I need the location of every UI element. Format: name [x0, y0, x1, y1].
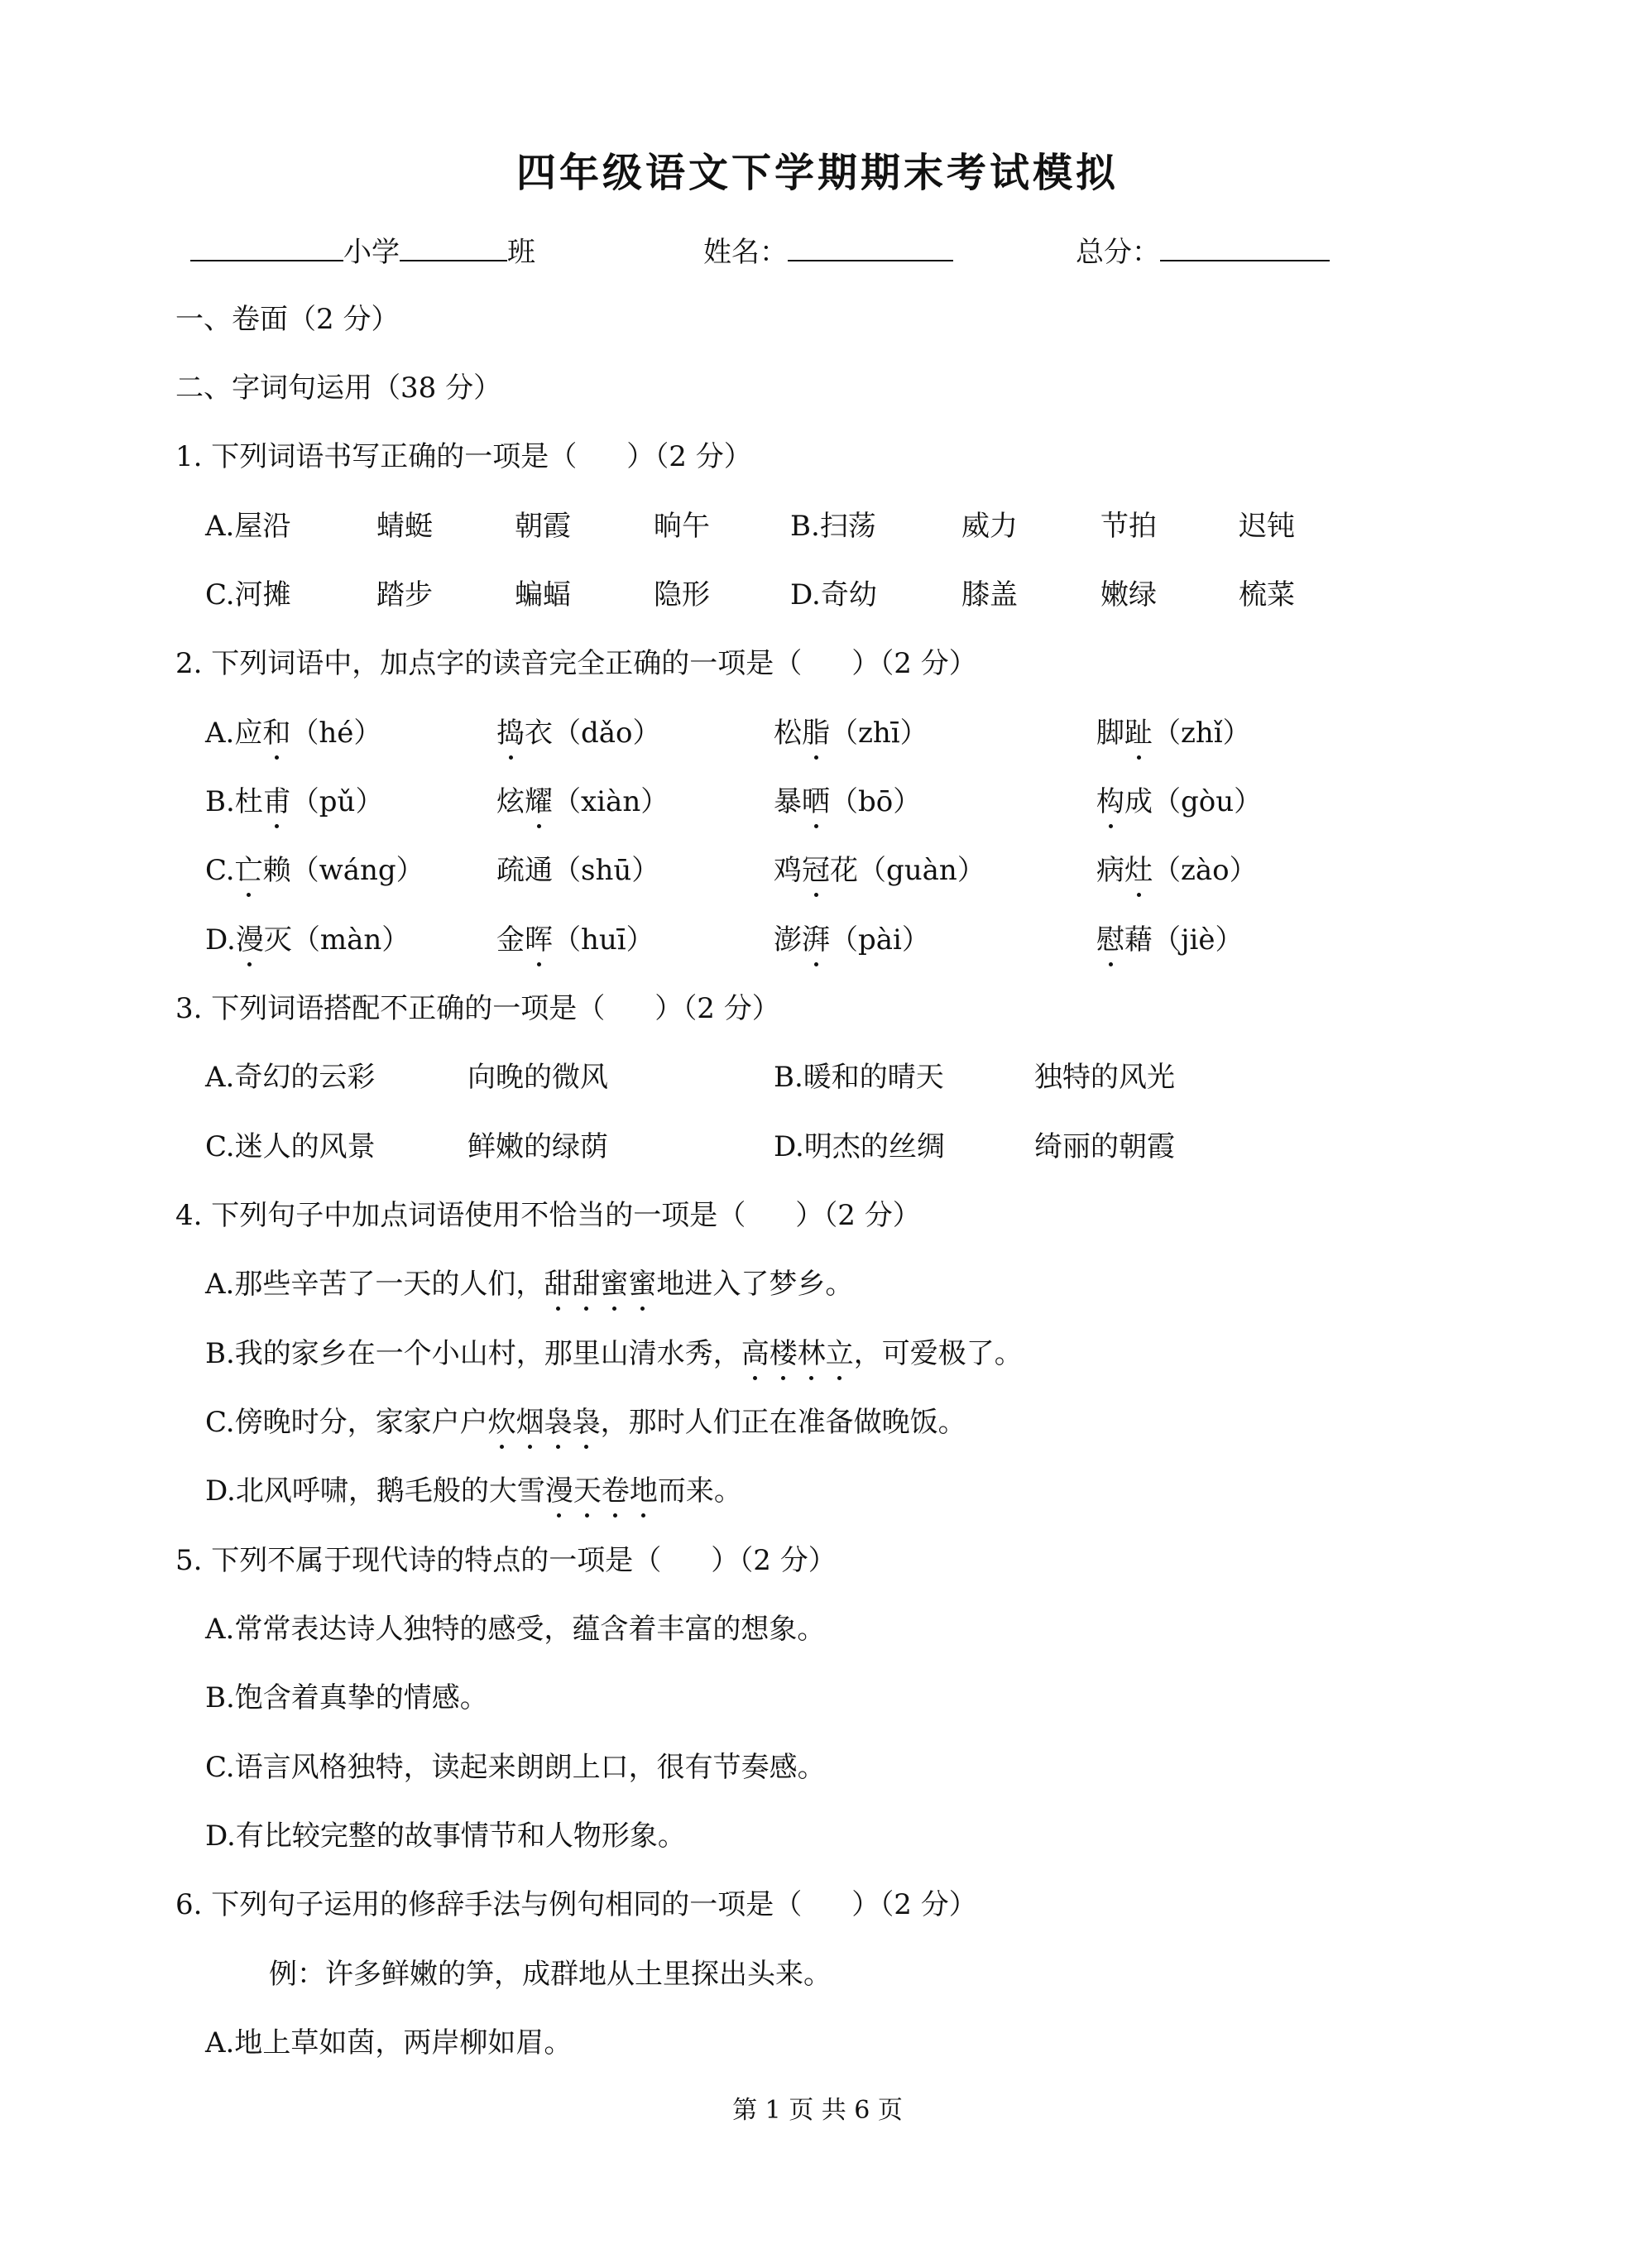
word-prefix: 澎	[774, 923, 802, 957]
word-suffix: 灭（màn）	[263, 923, 410, 957]
option-text: C.傍晚时分，家家户户	[205, 1406, 488, 1439]
school-blank[interactable]	[190, 232, 343, 261]
option-word: 朝霞	[515, 510, 571, 543]
word-prefix: 疏通	[496, 854, 553, 887]
option-text: ，可爱极了。	[853, 1337, 1023, 1370]
dotted-phrase	[544, 1268, 656, 1301]
question-6-stem	[175, 1885, 977, 1925]
word-suffix: （zhǐ）	[1153, 717, 1251, 750]
word-prefix: A.应	[205, 717, 263, 750]
dotted-character: 亡	[235, 851, 263, 890]
word-prefix: 金	[496, 923, 525, 957]
dotted-character: 蜜	[628, 1264, 656, 1304]
word-suffix: （zhī）	[830, 717, 928, 750]
question-5-points: ）（2 分）	[711, 1544, 837, 1577]
word-prefix: 暴	[774, 785, 802, 818]
dotted-character: 甫	[263, 782, 291, 822]
pinyin-option	[774, 713, 928, 753]
word-suffix: （xiàn）	[553, 785, 669, 818]
dotted-character: 漫	[545, 1471, 573, 1511]
option-word: 膝盖	[961, 578, 1018, 611]
question-5-option-d: D.有比较完整的故事情节和人物形象。	[205, 1820, 686, 1853]
option-phrase: 绮丽的朝霞	[1034, 1130, 1175, 1163]
word-suffix: （hé）	[290, 717, 382, 750]
word-suffix: 赖（wáng）	[262, 854, 424, 887]
option-word: A.屋沿	[205, 510, 291, 543]
dotted-character: 地	[630, 1471, 658, 1511]
dotted-character: 袅	[573, 1403, 601, 1442]
pinyin-option	[774, 920, 930, 960]
header-fields	[190, 232, 535, 272]
question-1-points: ）（2 分）	[626, 440, 752, 473]
option-phrase: D.明杰的丝绸	[774, 1130, 945, 1163]
dotted-character: 晖	[525, 920, 553, 960]
name-blank[interactable]	[788, 232, 953, 261]
dotted-character: 卷	[602, 1471, 630, 1511]
question-4-option-d	[205, 1471, 742, 1511]
class-label: 班	[507, 236, 535, 269]
question-4-text: 4. 下列句子中加点词语使用不恰当的一项是（	[175, 1199, 746, 1232]
school-label: 小学	[343, 236, 400, 269]
dotted-character: 脂	[802, 713, 830, 753]
name-field	[703, 232, 953, 272]
section-1-heading: 一、卷面（2 分）	[175, 303, 400, 336]
option-phrase: A.奇幻的云彩	[205, 1061, 376, 1094]
option-text: 地进入了梦乡。	[656, 1268, 854, 1301]
option-text: A.那些辛苦了一天的人们，	[205, 1268, 544, 1301]
option-word: D.奇幼	[790, 578, 877, 611]
pinyin-option	[1096, 782, 1262, 822]
option-word: 梳菜	[1239, 578, 1295, 611]
dotted-character: 和	[262, 713, 290, 753]
dotted-character: 湃	[802, 920, 830, 960]
dotted-character: 晒	[802, 782, 830, 822]
dotted-phrase	[741, 1337, 854, 1370]
word-suffix: 成（gòu）	[1124, 785, 1263, 818]
question-5-text: 5. 下列不属于现代诗的特点的一项是（	[175, 1544, 662, 1577]
pinyin-option	[774, 851, 985, 890]
dotted-phrase	[488, 1406, 601, 1439]
question-4-option-b	[205, 1334, 1023, 1374]
option-text: 而来。	[657, 1474, 742, 1508]
word-prefix: D.	[205, 923, 236, 957]
question-5-option-a: A.常常表达诗人独特的感受，蕴含着丰富的想象。	[205, 1613, 826, 1646]
option-word: 威力	[961, 510, 1018, 543]
dotted-character: 烟	[516, 1403, 544, 1442]
option-word: B.扫荡	[790, 510, 876, 543]
word-prefix: C.	[205, 854, 235, 887]
option-word: 蜻蜓	[376, 510, 433, 543]
dotted-character: 袅	[544, 1403, 573, 1442]
class-blank[interactable]	[400, 232, 507, 261]
question-6-option-a: A.地上草如茵，两岸柳如眉。	[205, 2026, 573, 2059]
question-4-points: ）（2 分）	[795, 1199, 921, 1232]
dotted-character: 捣	[496, 713, 525, 753]
question-6-text: 6. 下列句子运用的修辞手法与例句相同的一项是（	[175, 1888, 803, 1921]
pinyin-option	[496, 782, 669, 822]
section-2-heading: 二、字词句运用（38 分）	[175, 372, 502, 405]
word-suffix: 藉（jiè）	[1124, 923, 1244, 957]
dotted-character: 耀	[525, 782, 553, 822]
dotted-character: 灶	[1124, 851, 1153, 890]
page-title: 四年级语文下学期期末考试模拟	[515, 150, 1119, 196]
option-phrase: 向晚的微风	[467, 1061, 608, 1094]
word-prefix: 鸡	[774, 854, 802, 887]
option-text: D.北风呼啸，鹅毛般的大雪	[205, 1474, 545, 1508]
word-suffix: （pài）	[830, 923, 930, 957]
page-footer: 第 1 页 共 6 页	[732, 2096, 903, 2125]
question-5-option-b: B.饱含着真挚的情感。	[205, 1681, 488, 1714]
word-prefix: 松	[774, 717, 802, 750]
dotted-character: 立	[826, 1334, 854, 1374]
option-word: 迟钝	[1239, 510, 1295, 543]
dotted-character: 甜	[572, 1264, 600, 1304]
word-suffix: 花（guàn）	[830, 854, 985, 887]
pinyin-option	[205, 713, 381, 753]
question-6-example: 例：许多鲜嫩的笋，成群地从土里探出头来。	[269, 1958, 832, 1991]
question-5-option-c: C.语言风格独特，读起来朗朗上口，很有节奏感。	[205, 1751, 826, 1784]
question-6-points: ）（2 分）	[851, 1888, 977, 1921]
word-suffix: （pǔ）	[290, 785, 384, 818]
dotted-character: 甜	[544, 1264, 572, 1304]
dotted-character: 炊	[488, 1403, 516, 1442]
option-word: 晌午	[654, 510, 710, 543]
option-word: 蝙蝠	[515, 578, 571, 611]
question-2-text: 2. 下列词语中，加点字的读音完全正确的一项是（	[175, 647, 803, 680]
option-phrase: C.迷人的风景	[205, 1130, 376, 1163]
dotted-character: 楼	[770, 1334, 798, 1374]
word-suffix: 衣（dǎo）	[525, 717, 661, 750]
question-1-text: 1. 下列词语书写正确的一项是（	[175, 440, 578, 473]
option-phrase: 鲜嫩的绿荫	[467, 1130, 608, 1163]
option-word: 嫩绿	[1100, 578, 1157, 611]
pinyin-option	[205, 920, 410, 960]
pinyin-option	[496, 713, 661, 753]
word-prefix: 病	[1096, 854, 1124, 887]
name-label: 姓名：	[703, 236, 788, 269]
score-field	[1076, 232, 1330, 272]
dotted-character: 蜜	[600, 1264, 628, 1304]
dotted-character: 天	[573, 1471, 602, 1511]
option-phrase: 独特的风光	[1034, 1061, 1175, 1094]
option-phrase: B.暖和的晴天	[774, 1061, 944, 1094]
word-suffix: （shū）	[553, 854, 660, 887]
option-word: 节拍	[1100, 510, 1157, 543]
pinyin-option	[1096, 713, 1251, 753]
question-4-option-a	[205, 1264, 853, 1304]
question-1-stem	[175, 437, 752, 477]
word-suffix: （bō）	[830, 785, 922, 818]
pinyin-option	[1096, 920, 1244, 960]
word-prefix: 炫	[496, 785, 525, 818]
dotted-character: 漫	[236, 920, 264, 960]
question-4-option-c	[205, 1403, 966, 1442]
question-3-text: 3. 下列词语搭配不正确的一项是（	[175, 992, 606, 1025]
question-2-points: ）（2 分）	[851, 647, 977, 680]
option-text: ，那时人们正在准备做晚饭。	[600, 1406, 966, 1439]
word-prefix: B.杜	[205, 785, 263, 818]
option-text: B.我的家乡在一个小山村，那里山清水秀，	[205, 1337, 741, 1370]
question-5-stem	[175, 1541, 837, 1580]
question-3-stem	[175, 989, 780, 1029]
pinyin-option	[1096, 851, 1258, 890]
pinyin-option	[774, 782, 921, 822]
pinyin-option	[205, 851, 424, 890]
dotted-character: 慰	[1096, 920, 1124, 960]
question-4-stem	[175, 1196, 921, 1235]
option-word: C.河摊	[205, 578, 291, 611]
dotted-character: 构	[1096, 782, 1124, 822]
dotted-character: 林	[798, 1334, 826, 1374]
word-prefix: 脚	[1096, 717, 1124, 750]
dotted-phrase	[545, 1474, 658, 1508]
pinyin-option	[496, 920, 654, 960]
dotted-character: 冠	[802, 851, 830, 890]
option-word: 隐形	[654, 578, 710, 611]
dotted-character: 高	[741, 1334, 770, 1374]
score-label: 总分：	[1076, 236, 1160, 269]
dotted-character: 趾	[1124, 713, 1153, 753]
question-2-stem	[175, 644, 977, 683]
score-blank[interactable]	[1160, 232, 1330, 261]
option-word: 踏步	[376, 578, 433, 611]
pinyin-option	[496, 851, 659, 890]
word-suffix: （zào）	[1153, 854, 1258, 887]
question-3-points: ）（2 分）	[654, 992, 780, 1025]
pinyin-option	[205, 782, 383, 822]
word-suffix: （huī）	[553, 923, 654, 957]
